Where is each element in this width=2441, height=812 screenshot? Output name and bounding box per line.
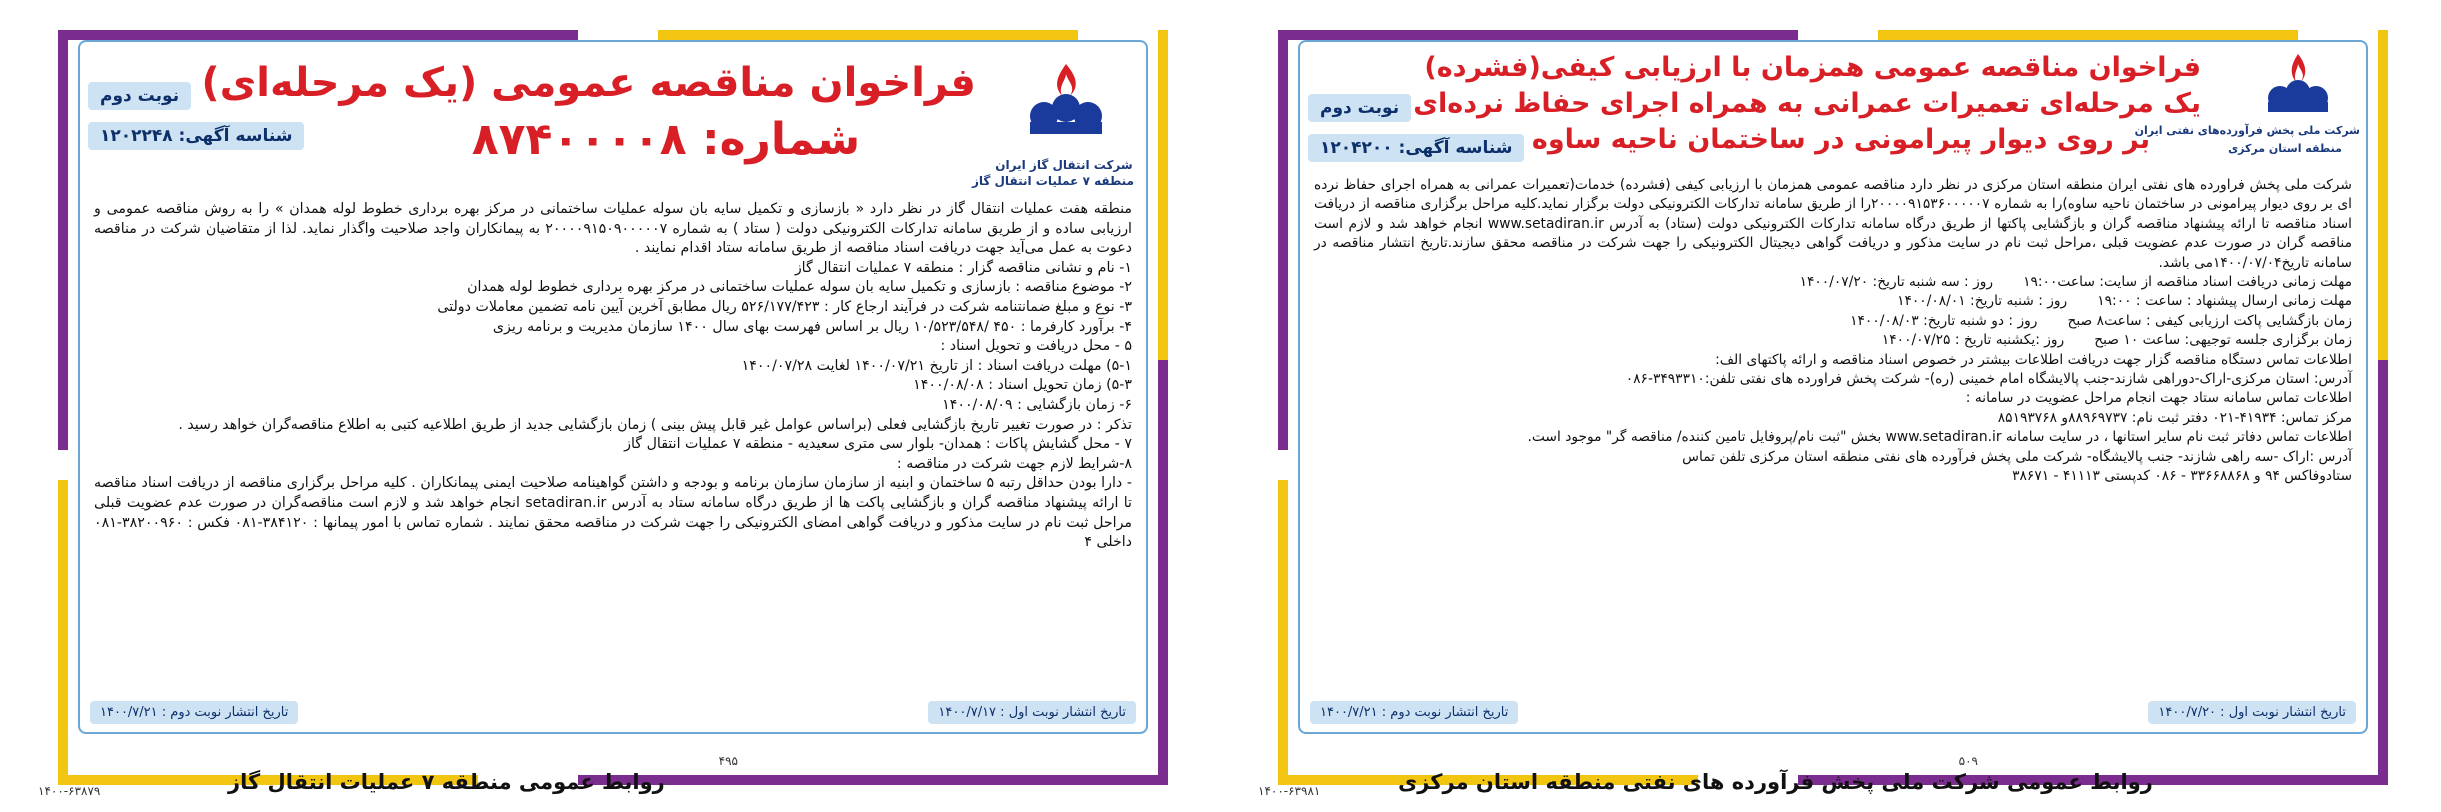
frame-bar-top-purple — [1278, 30, 1798, 40]
item-3: ۳- نوع و مبلغ ضمانتنامه شرکت در فرآیند ارجاع کار : ۵۲۶/۱۷۷/۴۲۳ ریال مطابق آخرین آیین نامه تضمین معاملات دولتی — [437, 298, 1132, 315]
first-publish-date: تاریخ انتشار نوبت اول : ۱۴۰۰/۷/۲۰ — [2148, 701, 2356, 724]
frame-bar-left-yellow — [1278, 480, 1288, 780]
ad-title-line-1: فراخوان مناقصه عمومی همزمان با ارزیابی کیفی(فشرده) — [1424, 52, 2201, 83]
ad-body — [94, 200, 1132, 553]
item-5-1: ۵-۱) مهلت دریافت اسناد : از تاریخ ۱۴۰۰/۰۷/۲۱ لغایت ۱۴۰۰/۰۷/۲۸ — [741, 357, 1132, 374]
ad-id-badge: شناسه آگهی: ۱۲۰۲۲۴۸ — [88, 122, 304, 150]
schedule-label: زمان برگزاری جلسه توجیهی: ساعت ۱۰ صبح — [2094, 332, 2352, 349]
contact-line: اطلاعات تماس دفاتر ثبت نام سایر استانها ، در سایت سامانه www.setadiran.ir بخش "ثبت نام/پروفایل تامین کننده/ مناقصه گر" موجود است. — [1527, 429, 2352, 446]
org-caption-1: شرکت انتقال گاز ایران — [995, 158, 1133, 172]
ad-title-line-2: یک مرحله‌ای تعمیرات عمرانی به همراه اجرای حفاظ نرده‌ای — [1413, 88, 2201, 119]
schedule-row — [1314, 273, 2352, 292]
schedule-row — [1314, 331, 2352, 350]
schedule-label: مهلت زمانی دریافت اسناد مناقصه از سایت: ساعت۱۹:۰۰ — [2023, 274, 2352, 291]
ad-content-box — [1298, 40, 2368, 734]
frame-bar-top-yellow — [658, 30, 1078, 40]
ad-code: ۱۴۰۰-۶۳۹۸۱ — [1258, 784, 1321, 798]
frame-bar-bottom-purple — [578, 775, 1168, 785]
item-7: ۷ - محل گشایش پاکات : همدان- بلوار سی متری سعیدیه - منطقه ۷ عملیات انتقال گاز — [624, 436, 1132, 453]
item-1: ۱- نام و نشانی مناقصه گزار : منطقه ۷ عملیات انتقال گاز — [794, 259, 1132, 276]
second-publish-date: تاریخ انتشار نوبت دوم : ۱۴۰۰/۷/۲۱ — [90, 701, 298, 724]
item-6: ۶- زمان بازگشایی : ۱۴۰۰/۰۸/۰۹ — [942, 396, 1132, 413]
frame-bar-right-purple — [1158, 360, 1168, 780]
frame-bar-right-purple — [2378, 360, 2388, 780]
org-caption-2: منطقه ۷ عملیات انتقال گاز — [971, 174, 1134, 188]
org-caption-1: شرکت ملی پخش فرآورده‌های نفتی ایران — [2134, 124, 2360, 137]
paragraph-intro: شرکت ملی پخش فراورده های نفتی ایران منطقه استان مرکزی در نظر دارد مناقصه عمومی همزمان با ارزیابی کیفی (فشرده) خدمات(تعمیرات عمرانی به همراه اجرای حفاظ نرده ای بر روی دیوار پیرامونی در ساختمان ناحیه ساوه)را به شماره ۲۰۰۰۰۹۱۵۳۶۰۰۰۰۰۷را از طریق سامانه تدارکات الکترونیکی دولت برگزار نماید.کلیه مراحل برگزاری مناقصه از دریافت اسناد مناقصه تا ارائه پیشنهاد مناقصه گران و بازگشایی پاکتها از طریق درگاه سامانه تدارکات الکترونیکی دولت (ستاد) به آدرس www.setadiran.ir انجام خواهد شد و لازم است مناقصه گران در صورت عدم عضویت قبلی ،مراحل ثبت نام در سایت مذکور و دریافت گواهی دیجیتال الکترونیکی را جهت شرکت در مناقصه محقق سازند.تاریخ انتشار مناقصه در سامانه تاریخ۱۴۰۰/۰۷/۰۴می باشد. — [1314, 177, 2352, 271]
item-4: ۴- برآورد کارفرما : ۴۵۰ /۱۰/۵۲۳/۵۴۸ ریال بر اساس فهرست بهای سال ۱۴۰۰ سازمان مدیریت و برنامه ریزی — [492, 318, 1132, 335]
schedule-row — [1314, 312, 2352, 331]
ad-title-line-3: بر روی دیوار پیرامونی در ساختمان ناحیه ساوه — [1531, 124, 2151, 155]
org-caption-2: منطقه استان مرکزی — [2228, 142, 2342, 155]
note: تذکر : در صورت تغییر تاریخ بازگشایی فعلی (براساس عوامل غیر قابل پیش بینی ) زمان بازگشایی جدید از طریق اطلاعیه کتبی به اطلاع مناقصه‌گران خواهد رسید . — [178, 416, 1132, 433]
frame-bar-right-yellow — [2378, 30, 2388, 360]
schedule-day: روز :یکشنبه تاریخ : ۱۴۰۰/۰۷/۲۵ — [1881, 332, 2065, 349]
schedule-day: روز : سه شنبه تاریخ: ۱۴۰۰/۰۷/۲۰ — [1799, 274, 1994, 291]
second-publish-date: تاریخ انتشار نوبت دوم : ۱۴۰۰/۷/۲۱ — [1310, 701, 1518, 724]
frame-bar-left-purple — [58, 30, 68, 450]
footer-public-relations: روابط عمومی شرکت ملی پخش فرآورده های نفتی منطقه استان مرکزی — [1398, 770, 2153, 794]
paragraph-intro: منطقه هفت عملیات انتقال گاز در نظر دارد « بازسازی و تکمیل سایه بان سوله عملیات ساختمانی در مرکز بهره برداری خطوط لوله همدان » را به روش مناقصه عمومی و ارزیابی ساده و از طریق سامانه تدارکات الکترونیکی دولت ( ستاد ) به شماره ۲۰۰۰۰۹۱۵۰۹۰۰۰۰۰۷ به پیمانکاران واجد صلاحیت واگذار نماید. لذا از متقاضیان شرکت در مناقصه دعوت به عمل می‌آید جهت دریافت اسناد مناقصه از طریق سامانه ستاد اقدام نمایند . — [94, 201, 1132, 257]
contact-line: اطلاعات تماس دستگاه مناقصه گزار جهت دریافت اطلاعات بیشتر در خصوص اسناد مناقصه و ارائه پاکتهای الف: — [1715, 351, 2352, 368]
round-badge: نوبت دوم — [88, 82, 191, 110]
ad-number: شماره: ۸۷۴۰۰۰۰۸ — [471, 114, 861, 165]
contact-line: آدرس :اراک -سه راهی شازند- جنب پالایشگاه- شرکت ملی پخش فرآورده های نفتی منطقه استان مرکزی تلفن تماس — [1682, 448, 2352, 465]
ad-title: فراخوان مناقصه عمومی (یک مرحله‌ای) — [201, 60, 976, 106]
ad-body — [1314, 176, 2352, 487]
ad-id-badge: شناسه آگهی: ۱۲۰۴۲۰۰ — [1308, 134, 1524, 162]
frame-bar-left-purple — [1278, 30, 1288, 450]
item-5-3: ۵-۳) زمان تحویل اسناد : ۱۴۰۰/۰۸/۰۸ — [913, 377, 1132, 394]
schedule-label: مهلت زمانی ارسال پیشنهاد : ساعت : ۱۹:۰۰ — [2097, 293, 2352, 310]
round-badge: نوبت دوم — [1308, 94, 1411, 122]
schedule-day: روز : شنبه تاریخ: ۱۴۰۰/۰۸/۰۱ — [1897, 293, 2068, 310]
contact-line: آدرس: استان مرکزی-اراک-دوراهی شازند-جنب پالایشگاه امام خمینی (ره)- شرکت پخش فراورده های نفتی تلفن:۳۴۹۳۳۱۰-۰۸۶ — [1625, 371, 2352, 388]
contact-line: مرکز تماس: ۴۱۹۳۴-۰۲۱ دفتر ثبت نام: ۸۸۹۶۹۷۳۷و ۸۵۱۹۳۷۶۸ — [1997, 409, 2352, 426]
item-8-detail: - دارا بودن حداقل رتبه ۵ ساختمان و ابنیه از سازمان سازمان برنامه و بودجه و داشتن گواهینامه صلاحیت ایمنی پیمانکاران . کلیه مراحل برگزاری مناقصه از دریافت اسناد مناقصه تا ارائه پیشنهاد مناقصه گران و بازگشایی پاکت ها از طریق درگاه سامانه ستاد به آدرس setadiran.ir انجام خواهد شد و لازم است مناقصه‌گران در صورت عدم عضویت قبلی مراحل ثبت نام در سایت مذکور و دریافت گواهی امضای الکترونیکی را جهت شرکت در مناقصه محقق نمایند . شماره تماس با امور پیمانها : ۳۸۴۱۲۰-۰۸۱ فکس : ۳۸۲۰۰۹۶۰-۰۸۱ داخلی ۴ — [94, 475, 1133, 551]
page-number: ۴۹۵ — [718, 754, 738, 768]
schedule-row — [1314, 292, 2352, 311]
schedule-label: زمان بازگشایی پاکت ارزیابی کیفی : ساعت۸ صبح — [2067, 312, 2352, 329]
footer-public-relations: روابط عمومی منطقه ۷ عملیات انتقال گاز — [228, 770, 665, 794]
frame-bar-top-yellow — [1878, 30, 2298, 40]
frame-bar-left-yellow — [58, 480, 68, 780]
ad-content-box — [78, 40, 1148, 734]
item-8: ۸-شرایط لازم جهت شرکت در مناقصه : — [896, 455, 1132, 472]
frame-bar-top-purple — [58, 30, 578, 40]
contact-line: ستادوفاکس ۹۴ و ۳۳۶۶۸۸۶۸ - ۰۸۶ کدپستی ۴۱۱۱۳ - ۳۸۶۷۱ — [2012, 468, 2352, 485]
frame-bar-right-yellow — [1158, 30, 1168, 360]
page-number: ۵۰۹ — [1958, 754, 1978, 768]
gas-company-logo-icon — [1006, 56, 1126, 156]
oil-company-logo-icon — [2248, 50, 2348, 120]
ad-code: ۱۴۰۰-۶۳۸۷۹ — [38, 784, 101, 798]
item-5: ۵ - محل دریافت و تحویل اسناد : — [940, 338, 1132, 355]
schedule-day: روز : دو شنبه تاریخ: ۱۴۰۰/۰۸/۰۳ — [1850, 312, 2038, 329]
contact-line: اطلاعات تماس سامانه ستاد جهت انجام مراحل عضویت در سامانه : — [1965, 390, 2352, 407]
first-publish-date: تاریخ انتشار نوبت اول : ۱۴۰۰/۷/۱۷ — [928, 701, 1136, 724]
item-2: ۲- موضوع مناقصه : بازسازی و تکمیل سایه بان سوله عملیات ساختمانی در مرکز بهره برداری خطوط لوله همدان — [467, 279, 1132, 296]
tender-ad-left — [18, 0, 1208, 812]
tender-ad-right — [1238, 0, 2428, 812]
